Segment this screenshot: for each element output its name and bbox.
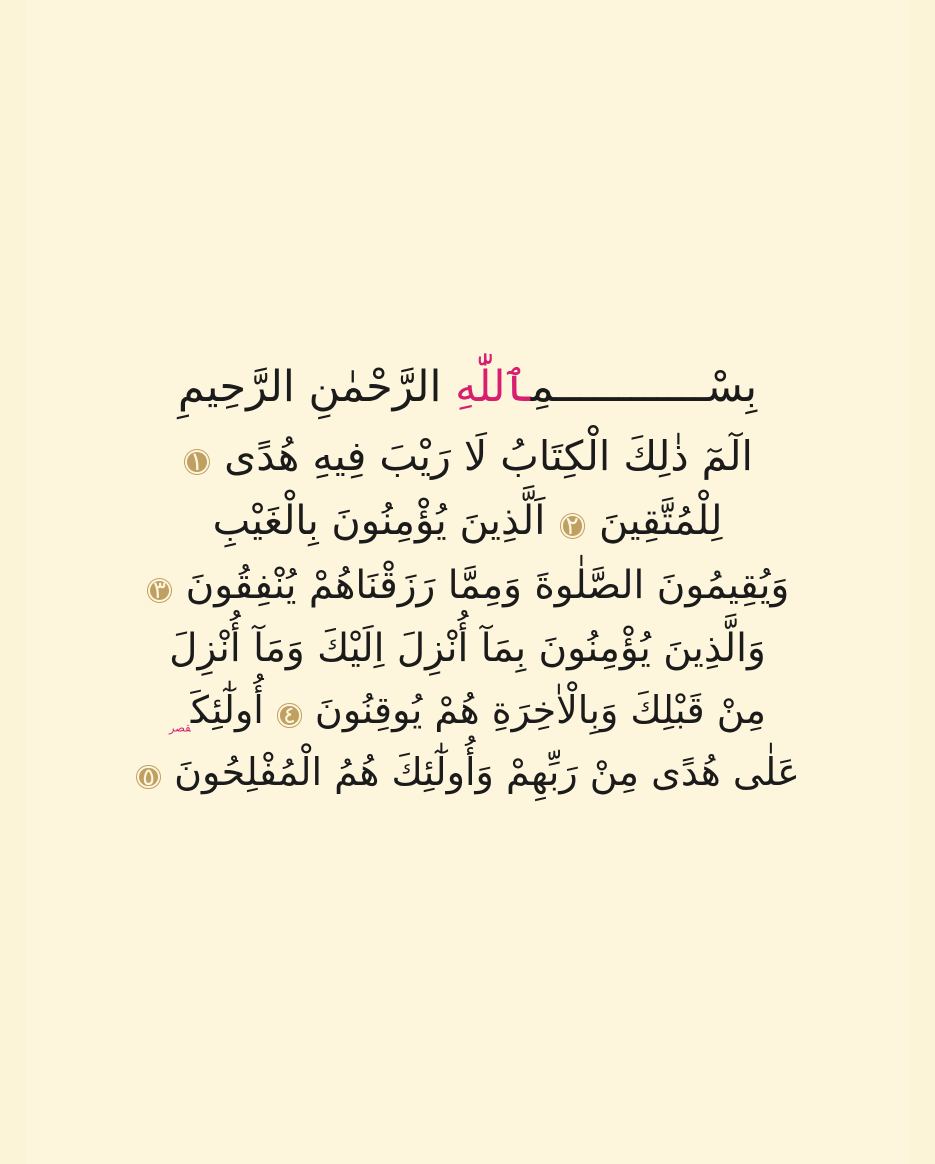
ayah-text-4: وَالَّذِينَ يُؤْمِنُونَ بِمَآ أُنْزِلَ اِلَيْكَ وَمَآ أُنْزِلَ — [169, 625, 766, 671]
ayah-line-7 — [56, 742, 879, 804]
ayah-line-2 — [56, 423, 879, 489]
page-margin-right — [909, 0, 935, 1164]
ayah-text-2b: اَلَّذِينَ يُؤْمِنُونَ بِالْغَيْبِ — [212, 497, 546, 544]
basmalah-suffix: الرَّحْمٰنِ الرَّحِيمِ — [177, 361, 442, 412]
ayah-line-3 — [56, 489, 879, 554]
ayah-number-marker: ١ — [187, 452, 207, 472]
ayah-text-2a: لِلْمُتَّقِينَ — [599, 497, 723, 544]
ayah-line-6 — [56, 680, 879, 742]
ayah-text-6: عَلٰى هُدًى مِنْ رَبِّهِمْ وَأُولٰٓئِكَ هُمُ الْمُفْلِحُونَ — [174, 749, 800, 794]
ayah-text-1: الٓمٓ ذٰلِكَ الْكِتَابُ لَا رَيْبَ فِيهِ هُدًى — [224, 431, 753, 480]
lafz-jalalah: ٱللّٰهِ — [455, 361, 531, 412]
basmalah-prefix: بِسْــــــــــــمِ — [530, 361, 758, 412]
page-margin-left — [0, 0, 26, 1164]
qasr-annotation: قصر — [168, 720, 191, 735]
ayah-number-marker: ٤ — [280, 706, 298, 724]
ayah-number-marker: ٢ — [563, 516, 582, 535]
ayah-number-marker: ٥ — [139, 768, 157, 786]
ayah-text-5a: مِنْ قَبْلِكَ وَبِالْاٰخِرَةِ هُمْ يُوقِنُونَ — [314, 688, 766, 733]
basmalah-line — [56, 353, 879, 423]
quran-text-body — [26, 0, 909, 1164]
ayah-text-5b: أُولٰٓئِكَ — [190, 688, 264, 733]
ayah-line-5 — [56, 617, 879, 680]
ayah-line-4 — [56, 554, 879, 617]
ayah-text-3: وَيُقِيمُونَ الصَّلٰوةَ وَمِمَّا رَزَقْنَاهُمْ يُنْفِقُونَ — [185, 562, 790, 608]
ayah-number-marker: ٣ — [150, 581, 169, 600]
